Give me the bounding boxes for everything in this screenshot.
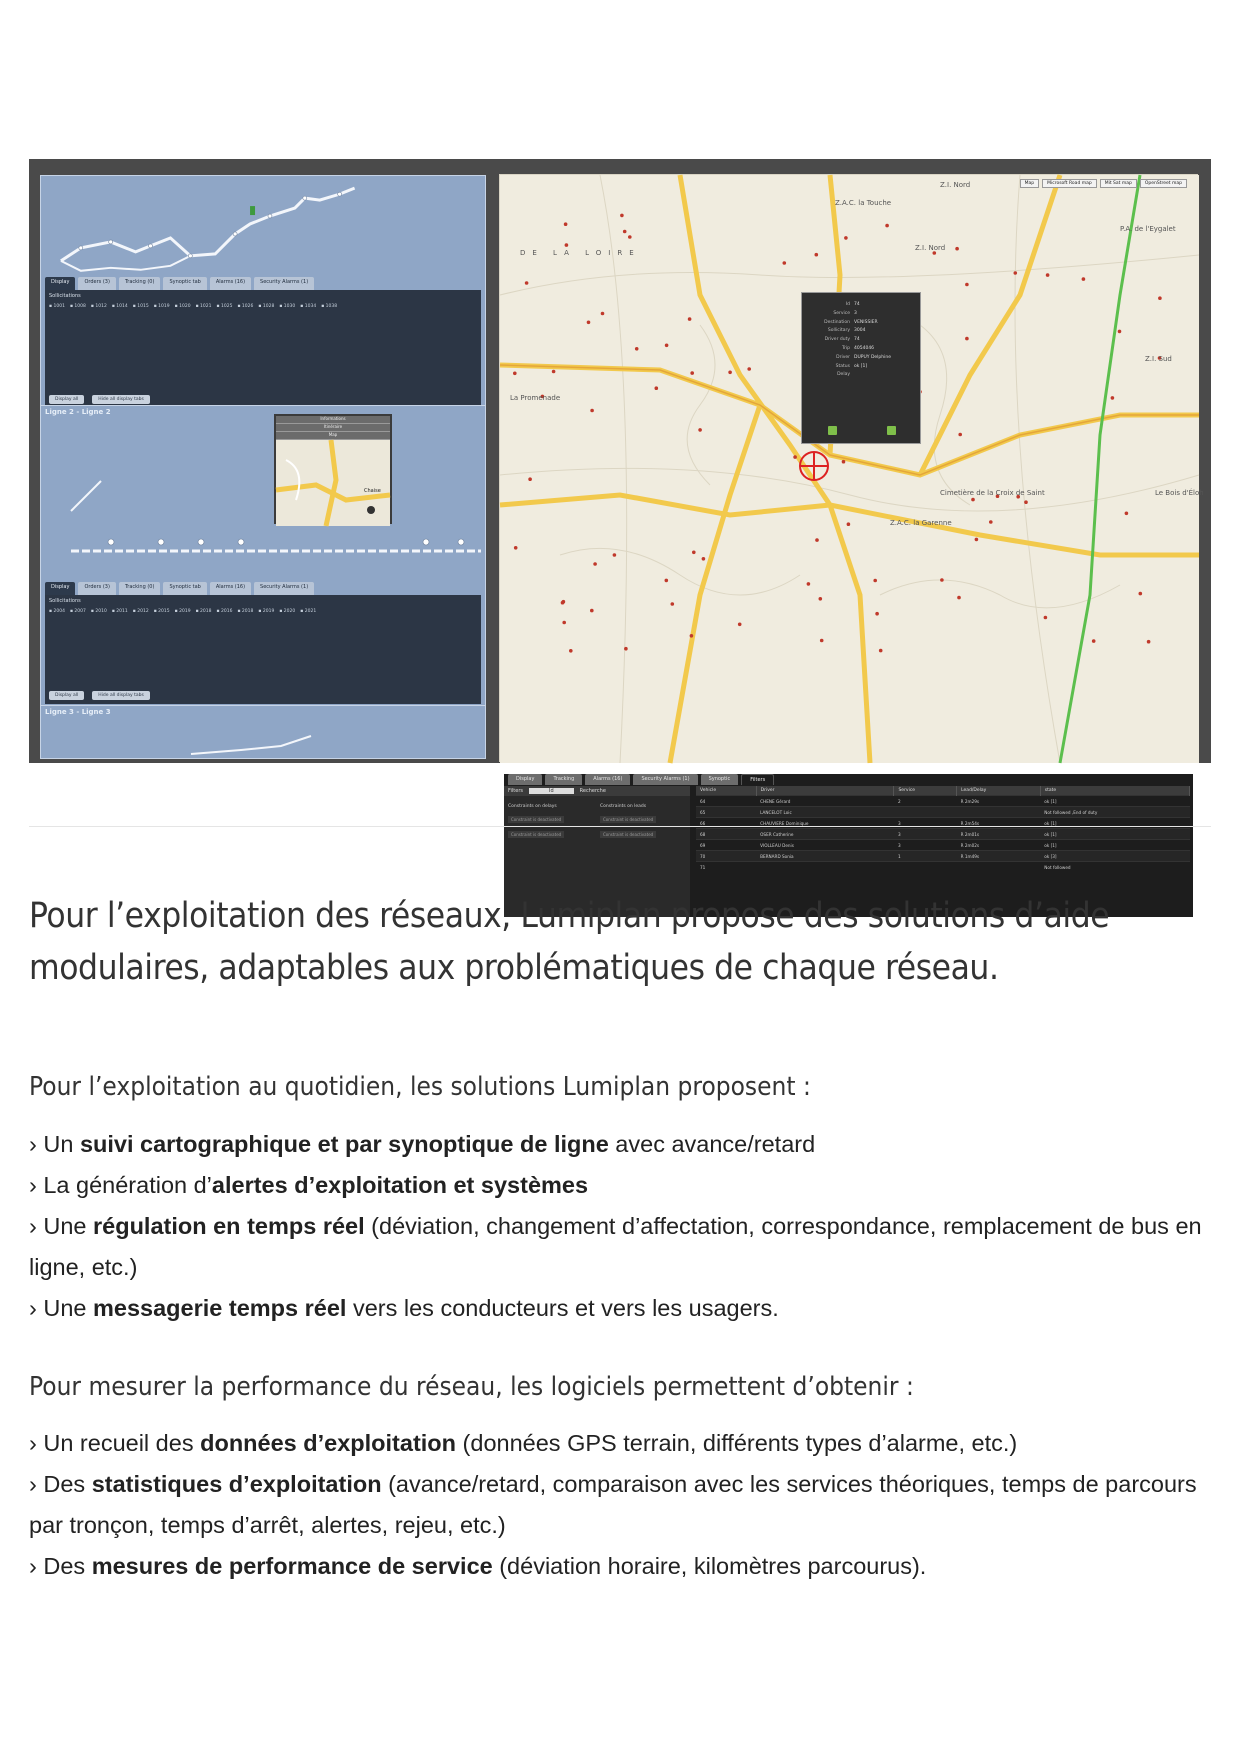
popup-row bbox=[802, 336, 920, 345]
bus-stop-marker[interactable] bbox=[698, 428, 702, 432]
sollicitation-chip[interactable]: ▪ 1020 bbox=[174, 304, 191, 309]
sollicitation-chip[interactable]: ▪ 2010 bbox=[90, 609, 107, 614]
tab-tracking[interactable]: Tracking bbox=[545, 774, 582, 785]
list-item-emphasis: régulation en temps réel bbox=[93, 1213, 365, 1239]
sollicitation-chip[interactable]: ▪ 1014 bbox=[111, 304, 128, 309]
table-cell: ok [3] bbox=[1040, 851, 1189, 862]
popup-row bbox=[802, 301, 920, 310]
bus-stop-marker[interactable] bbox=[844, 236, 848, 240]
bus-stop-marker[interactable] bbox=[593, 562, 597, 566]
map-layer-button[interactable]: Microsoft Road map bbox=[1042, 179, 1097, 188]
popup-row bbox=[802, 371, 920, 380]
tab-orders[interactable]: Orders (3) bbox=[78, 277, 116, 290]
intro-paragraph: Pour l’exploitation au quotidien, les solutions Lumiplan proposent : bbox=[29, 1072, 811, 1102]
sollicitation-chip[interactable]: ▪ 2007 bbox=[69, 609, 86, 614]
bus-stop-marker[interactable] bbox=[620, 214, 624, 218]
bus-stop-marker[interactable] bbox=[565, 243, 569, 247]
popup-menu-item[interactable]: Itinéraire bbox=[276, 424, 390, 432]
bus-stop-marker[interactable] bbox=[513, 372, 517, 376]
map-label: Z.I. Nord bbox=[940, 181, 971, 189]
bus-stop-marker[interactable] bbox=[528, 477, 532, 481]
list-item bbox=[29, 1546, 1209, 1587]
message-icon[interactable] bbox=[887, 426, 896, 435]
panel-2-tabs bbox=[45, 582, 314, 595]
list-item-text: › Des bbox=[29, 1553, 92, 1579]
table-row[interactable] bbox=[696, 851, 1190, 862]
bus-stop-marker[interactable] bbox=[815, 538, 819, 542]
bus-stop-marker[interactable] bbox=[842, 460, 846, 464]
line-panel-1 bbox=[40, 175, 486, 410]
bus-stop-marker[interactable] bbox=[1082, 277, 1086, 281]
table-row[interactable] bbox=[696, 829, 1190, 840]
bus-stop-marker[interactable] bbox=[873, 579, 877, 583]
column-header[interactable]: Service bbox=[894, 786, 957, 796]
display-all-button[interactable]: Display all bbox=[49, 395, 84, 404]
bus-stop-marker[interactable] bbox=[613, 553, 617, 557]
table-cell bbox=[957, 807, 1041, 818]
list-item-text: › Une bbox=[29, 1295, 93, 1321]
table-cell bbox=[894, 862, 957, 873]
bus-stop-marker[interactable] bbox=[989, 520, 993, 524]
table-cell: R 2m29s bbox=[957, 796, 1041, 807]
sollicitation-chip[interactable]: ▪ 1012 bbox=[90, 304, 107, 309]
sollicitation-chip[interactable]: ▪ 2011 bbox=[111, 609, 128, 614]
bus-stop-marker[interactable] bbox=[965, 337, 969, 341]
table-cell: 71 bbox=[696, 862, 756, 873]
sollicitation-chip[interactable]: ▪ 2018 bbox=[195, 609, 212, 614]
bus-stop-marker[interactable] bbox=[1092, 639, 1096, 643]
table-cell: R 2m54s bbox=[957, 818, 1041, 829]
tab-filters[interactable]: Filters bbox=[741, 774, 774, 785]
table-cell: OSER Catherine bbox=[756, 829, 894, 840]
popup-key: Id bbox=[845, 302, 850, 307]
sollicitation-chip[interactable]: ▪ 1026 bbox=[237, 304, 254, 309]
bus-stop-marker[interactable] bbox=[655, 386, 659, 390]
list-item-emphasis: statistiques d’exploitation bbox=[91, 1471, 382, 1497]
vehicle-info-popup[interactable] bbox=[801, 292, 921, 444]
sollicitation-chip[interactable]: ▪ 2018 bbox=[237, 609, 254, 614]
popup-menu-item[interactable]: Informations bbox=[276, 416, 390, 424]
bus-stop-marker[interactable] bbox=[564, 222, 568, 226]
column-header[interactable]: Lead/Delay bbox=[957, 786, 1041, 796]
table-cell: 70 bbox=[696, 851, 756, 862]
list-item-text: avec avance/retard bbox=[608, 1131, 816, 1157]
sollicitation-chip[interactable]: ▪ 2020 bbox=[279, 609, 296, 614]
bus-stop-marker[interactable] bbox=[1118, 330, 1122, 334]
list-item-emphasis: données d’exploitation bbox=[200, 1430, 457, 1456]
sollicitation-chip[interactable]: ▪ 1001 bbox=[49, 304, 65, 309]
bus-stop-marker[interactable] bbox=[807, 582, 811, 586]
bus-stop-marker[interactable] bbox=[1014, 271, 1018, 275]
list-item-text: vers les conducteurs et vers les usagers. bbox=[346, 1295, 779, 1321]
divider bbox=[29, 826, 1211, 827]
popup-value: ok [1] bbox=[854, 363, 868, 369]
display-all-button[interactable]: Display all bbox=[49, 691, 84, 700]
search-button[interactable]: Recherche bbox=[579, 788, 606, 794]
bus-stop-marker[interactable] bbox=[1158, 296, 1162, 300]
tab-display[interactable]: Display bbox=[45, 582, 75, 595]
popup-row bbox=[802, 363, 920, 372]
software-screenshot bbox=[29, 159, 1211, 870]
list-item-text: (avance/retard, comparaison avec les services théoriques, temps de parcours par tronçon, temps d’arrêt, alertes, rejeu, etc.) bbox=[29, 1471, 1197, 1538]
table-row[interactable] bbox=[696, 840, 1190, 851]
table-cell: 1 bbox=[894, 851, 957, 862]
table-cell: R 2m02s bbox=[957, 840, 1041, 851]
list-item-text: (déviation horaire, kilomètres parcourus). bbox=[492, 1553, 927, 1579]
map-label: Z.A.C. la Garenne bbox=[890, 519, 952, 527]
sollicitation-chip[interactable]: ▪ 1008 bbox=[69, 304, 86, 309]
table-cell: ok [1] bbox=[1040, 829, 1189, 840]
table-cell: 68 bbox=[696, 829, 756, 840]
list-item-emphasis: alertes d’exploitation et systèmes bbox=[211, 1172, 589, 1198]
bus-stop-marker[interactable] bbox=[623, 230, 627, 234]
table-cell: 69 bbox=[696, 840, 756, 851]
panel-title: Ligne 2 - Ligne 2 bbox=[45, 408, 111, 416]
filter-id-input[interactable]: Id bbox=[529, 788, 574, 794]
popup-value: 74 bbox=[854, 337, 860, 343]
list-item-text: (données GPS terrain, différents types d’alarme, etc.) bbox=[456, 1430, 1018, 1456]
phone-icon[interactable] bbox=[828, 426, 837, 435]
sollicitation-chip[interactable]: ▪ 2015 bbox=[153, 609, 170, 614]
sollicitation-chip[interactable]: ▪ 1021 bbox=[195, 304, 212, 309]
popup-row bbox=[802, 310, 920, 319]
bus-stop-marker[interactable] bbox=[569, 649, 573, 653]
line-synoptic-1 bbox=[41, 176, 485, 276]
vehicle-table bbox=[696, 786, 1190, 872]
list-item-text: › Des bbox=[29, 1471, 92, 1497]
popup-key: Delay bbox=[837, 372, 850, 378]
popup-row bbox=[802, 354, 920, 363]
table-cell bbox=[957, 862, 1041, 873]
article-headline: Pour l’exploitation des réseaux, Lumiplan propose des solutions d’aide modulaires, adaptables aux problématiques de chaque réseau. bbox=[29, 896, 1110, 988]
bus-stop-marker[interactable] bbox=[875, 612, 879, 616]
panel-1-body bbox=[45, 290, 481, 408]
table-cell: 3 bbox=[894, 818, 957, 829]
popup-key: Driver bbox=[836, 354, 850, 360]
table-cell: ok [1] bbox=[1040, 818, 1189, 829]
list-item-text: › La génération d’ bbox=[29, 1172, 212, 1198]
bus-stop-marker[interactable] bbox=[1147, 640, 1151, 644]
bus-stop-marker[interactable] bbox=[1044, 616, 1048, 620]
list-item bbox=[29, 1423, 1209, 1464]
bus-stop-marker[interactable] bbox=[665, 344, 669, 348]
map-label: Z.I. Sud bbox=[1145, 355, 1172, 363]
map-layer-button[interactable]: OpenStreet map bbox=[1140, 179, 1187, 188]
sollicitation-chip[interactable]: ▪ 2004 bbox=[49, 609, 65, 614]
sollicitation-chip[interactable]: ▪ 1030 bbox=[279, 304, 296, 309]
sollicitation-chip[interactable]: ▪ 1034 bbox=[300, 304, 317, 309]
table-cell: VIOLLEAU Denis bbox=[756, 840, 894, 851]
table-cell: 66 bbox=[696, 818, 756, 829]
bus-stop-marker[interactable] bbox=[879, 649, 883, 653]
popup-value: VENISSIER bbox=[854, 319, 878, 325]
table-cell: ok [1] bbox=[1040, 840, 1189, 851]
popup-menu-item[interactable]: Map bbox=[276, 432, 390, 440]
sollicitation-list bbox=[49, 304, 469, 309]
constraint-toggle[interactable]: Constraint is deactivated bbox=[600, 831, 656, 838]
tab-security-alarms[interactable]: Security Alarms (1) bbox=[254, 582, 314, 595]
bus-stop-marker[interactable] bbox=[1024, 500, 1028, 504]
popup-key: Trip bbox=[841, 345, 850, 351]
map-label: P.A. de l'Eygalet bbox=[1120, 225, 1176, 233]
popup-value: 3 bbox=[854, 310, 857, 316]
map-canvas[interactable] bbox=[500, 175, 1204, 763]
bus-stop-marker[interactable] bbox=[562, 621, 566, 625]
bus-stop-marker[interactable] bbox=[971, 498, 975, 502]
bus-stop-marker[interactable] bbox=[728, 371, 732, 375]
popup-value bbox=[854, 371, 920, 380]
bus-stop-marker[interactable] bbox=[690, 634, 694, 638]
intro-paragraph: Pour mesurer la performance du réseau, les logiciels permettent d’obtenir : bbox=[29, 1372, 914, 1402]
bus-stop-marker[interactable] bbox=[1046, 273, 1050, 277]
tab-tracking[interactable]: Tracking (0) bbox=[119, 277, 161, 290]
map-label: Z.A.C. la Touche bbox=[835, 199, 892, 207]
bus-stop-marker[interactable] bbox=[738, 623, 742, 627]
sollicitation-chip[interactable]: ▪ 1015 bbox=[132, 304, 149, 309]
panel-subheading: Sollicitations bbox=[49, 293, 81, 299]
tab-security-alarms[interactable]: Security Alarms (1) bbox=[633, 774, 697, 785]
sollicitation-chip[interactable]: ▪ 2019 bbox=[258, 609, 275, 614]
table-row[interactable] bbox=[696, 807, 1190, 818]
feature-list-operations bbox=[29, 1124, 1209, 1329]
bus-stop-marker[interactable] bbox=[958, 433, 962, 437]
map-label: La Promenade bbox=[510, 394, 561, 402]
bus-stop-marker[interactable] bbox=[783, 261, 787, 265]
list-item-emphasis: suivi cartographique et par synoptique de ligne bbox=[79, 1131, 609, 1157]
tab-synoptic[interactable]: Synoptic bbox=[701, 774, 739, 785]
panel-2-body bbox=[45, 595, 481, 704]
bus-stop-marker[interactable] bbox=[601, 312, 605, 316]
popup-key: Destination bbox=[824, 319, 850, 325]
panel-1-tabs bbox=[45, 277, 314, 290]
bus-stop-marker[interactable] bbox=[815, 253, 819, 257]
table-cell: 65 bbox=[696, 807, 756, 818]
feature-list-performance bbox=[29, 1423, 1209, 1587]
list-item-text: (déviation, changement d’affectation, correspondance, remplacement de bus en ligne, etc.) bbox=[29, 1213, 1202, 1280]
table-cell bbox=[894, 807, 957, 818]
table-cell: BERNARD Sonia bbox=[756, 851, 894, 862]
bus-stop-marker[interactable] bbox=[665, 579, 669, 583]
bus-stop-marker[interactable] bbox=[820, 639, 824, 643]
list-item bbox=[29, 1288, 1209, 1329]
map-view[interactable] bbox=[499, 174, 1204, 762]
list-item bbox=[29, 1124, 1209, 1165]
table-row[interactable] bbox=[696, 862, 1190, 873]
bus-stop-marker[interactable] bbox=[702, 557, 706, 561]
hide-all-button[interactable]: Hide all display tabs bbox=[92, 691, 150, 700]
bus-stop-marker[interactable] bbox=[688, 317, 692, 321]
popup-value: 74 bbox=[854, 302, 860, 307]
line-panel-3 bbox=[40, 705, 486, 759]
list-item-text: › Une bbox=[29, 1213, 93, 1239]
popup-row bbox=[802, 327, 920, 336]
tab-alarms[interactable]: Alarms (16) bbox=[210, 277, 251, 290]
list-item-emphasis: messagerie temps réel bbox=[93, 1295, 347, 1321]
constraint-toggle[interactable]: Constraint is deactivated bbox=[508, 816, 564, 823]
table-cell: 3 bbox=[894, 840, 957, 851]
bus-stop-marker[interactable] bbox=[975, 538, 979, 542]
sollicitation-chip[interactable]: ▪ 2012 bbox=[132, 609, 149, 614]
sollicitation-chip[interactable]: ▪ 1028 bbox=[258, 304, 275, 309]
tab-alarms[interactable]: Alarms (16) bbox=[585, 774, 630, 785]
popup-value: 3004 bbox=[854, 328, 866, 334]
sollicitation-chip[interactable]: ▪ 1038 bbox=[321, 304, 338, 309]
column-header[interactable]: state bbox=[1040, 786, 1189, 796]
bus-stop-marker[interactable] bbox=[957, 596, 961, 600]
popup-value: 4054046 bbox=[854, 345, 875, 351]
bus-stop-marker[interactable] bbox=[940, 578, 944, 582]
tab-synoptic[interactable]: Synoptic tab bbox=[163, 277, 206, 290]
stop-popup[interactable] bbox=[274, 414, 392, 524]
constraint-toggle[interactable]: Constraint is deactivated bbox=[600, 816, 656, 823]
bus-stop-marker[interactable] bbox=[635, 347, 639, 351]
sollicitation-chip[interactable]: ▪ 2016 bbox=[216, 609, 233, 614]
bus-stop-marker[interactable] bbox=[671, 602, 675, 606]
panel-subheading: Sollicitations bbox=[49, 598, 81, 604]
filter-label: Constraints on delays bbox=[508, 804, 557, 809]
table-cell: R 2m01s bbox=[957, 829, 1041, 840]
popup-value: DUPUY Delphine bbox=[854, 354, 892, 360]
bus-stop-marker[interactable] bbox=[1111, 396, 1115, 400]
bus-stop-marker[interactable] bbox=[624, 647, 628, 651]
table-cell: Not followed bbox=[1040, 862, 1189, 873]
filters-label: Filters bbox=[508, 788, 523, 794]
sollicitation-chip[interactable]: ▪ 1019 bbox=[153, 304, 170, 309]
tab-alarms[interactable]: Alarms (16) bbox=[210, 582, 251, 595]
sollicitation-list bbox=[49, 609, 469, 614]
panel-title: Ligne 3 - Ligne 3 bbox=[45, 708, 111, 716]
list-item-emphasis: mesures de performance de service bbox=[91, 1553, 493, 1579]
column-header[interactable]: Vehicle bbox=[696, 786, 756, 796]
sollicitation-chip[interactable]: ▪ 1025 bbox=[216, 304, 233, 309]
bus-stop-marker[interactable] bbox=[793, 455, 797, 459]
bus-stop-marker[interactable] bbox=[590, 609, 594, 613]
bus-stop-marker[interactable] bbox=[690, 371, 694, 375]
table-cell: R 1m49s bbox=[957, 851, 1041, 862]
tab-synoptic[interactable]: Synoptic tab bbox=[163, 582, 206, 595]
list-item-text: › Un recueil des bbox=[29, 1430, 201, 1456]
bus-stop-marker[interactable] bbox=[955, 247, 959, 251]
column-header[interactable]: Driver bbox=[756, 786, 894, 796]
popup-row bbox=[802, 319, 920, 328]
map-label: DE LA LOIRE bbox=[520, 249, 641, 257]
bus-stop-marker[interactable] bbox=[525, 281, 529, 285]
filter-label: Constraints on leads bbox=[600, 804, 647, 809]
mini-map-label: Chaise bbox=[364, 488, 381, 494]
grid-tabs bbox=[508, 774, 774, 785]
sollicitation-chip[interactable]: ▪ 2019 bbox=[174, 609, 191, 614]
table-row[interactable] bbox=[696, 796, 1190, 807]
list-item bbox=[29, 1206, 1209, 1288]
table-cell: ok [1] bbox=[1040, 796, 1189, 807]
bus-stop-marker[interactable] bbox=[965, 283, 969, 287]
popup-key: Service bbox=[833, 310, 850, 316]
table-cell: 2 bbox=[894, 796, 957, 807]
map-label: Cimetière de la Croix de Saint bbox=[940, 489, 1045, 497]
bus-stop-marker[interactable] bbox=[847, 522, 851, 526]
constraint-toggle[interactable]: Constraint is deactivated bbox=[508, 831, 564, 838]
bus-stop-marker[interactable] bbox=[819, 597, 823, 601]
table-cell: LANCELOT Loic bbox=[756, 807, 894, 818]
tab-tracking[interactable]: Tracking (0) bbox=[119, 582, 161, 595]
table-cell: 3 bbox=[894, 829, 957, 840]
tab-display[interactable]: Display bbox=[45, 277, 75, 290]
list-item-text: › Un bbox=[29, 1131, 80, 1157]
bus-stop-marker[interactable] bbox=[692, 551, 696, 555]
map-layer-switcher bbox=[1020, 179, 1187, 188]
popup-key: Sollicitary bbox=[827, 328, 850, 334]
list-item bbox=[29, 1165, 1209, 1206]
popup-key: Driver duty bbox=[824, 337, 850, 343]
map-label: Le Bois d'Éloh bbox=[1155, 489, 1204, 497]
table-cell: CHENE Gérard bbox=[756, 796, 894, 807]
table-cell: CHAUVIERE Dominique bbox=[756, 818, 894, 829]
line-panel-2 bbox=[40, 405, 486, 730]
bus-stop-marker[interactable] bbox=[1139, 592, 1143, 596]
table-cell: Not followed ,End of duty bbox=[1040, 807, 1189, 818]
hide-all-button[interactable]: Hide all display tabs bbox=[92, 395, 150, 404]
bus-stop-marker[interactable] bbox=[747, 367, 751, 371]
tab-display[interactable]: Display bbox=[508, 774, 542, 785]
sollicitation-chip[interactable]: ▪ 2021 bbox=[300, 609, 317, 614]
popup-row bbox=[802, 345, 920, 354]
bus-stop-marker[interactable] bbox=[552, 370, 556, 374]
bus-stop-marker[interactable] bbox=[561, 601, 565, 605]
map-label: Z.I. Nord bbox=[915, 244, 946, 252]
table-cell: 64 bbox=[696, 796, 756, 807]
line-synoptic-2 bbox=[41, 436, 487, 566]
map-layer-button[interactable]: Map bbox=[1020, 179, 1040, 188]
bus-stop-marker[interactable] bbox=[587, 321, 591, 325]
mini-map bbox=[276, 440, 390, 526]
bus-stop-marker[interactable] bbox=[514, 546, 518, 550]
list-item bbox=[29, 1464, 1209, 1546]
bus-icon bbox=[250, 206, 255, 215]
tab-orders[interactable]: Orders (3) bbox=[78, 582, 116, 595]
bus-stop-marker[interactable] bbox=[1125, 512, 1129, 516]
bus-stop-marker[interactable] bbox=[628, 235, 632, 239]
bus-stop-marker[interactable] bbox=[590, 409, 594, 413]
table-cell bbox=[756, 862, 894, 873]
map-layer-button[interactable]: Mit Sat map bbox=[1100, 179, 1137, 188]
bus-stop-marker[interactable] bbox=[885, 224, 889, 228]
popup-key: Status bbox=[835, 363, 850, 369]
tab-security-alarms[interactable]: Security Alarms (1) bbox=[254, 277, 314, 290]
